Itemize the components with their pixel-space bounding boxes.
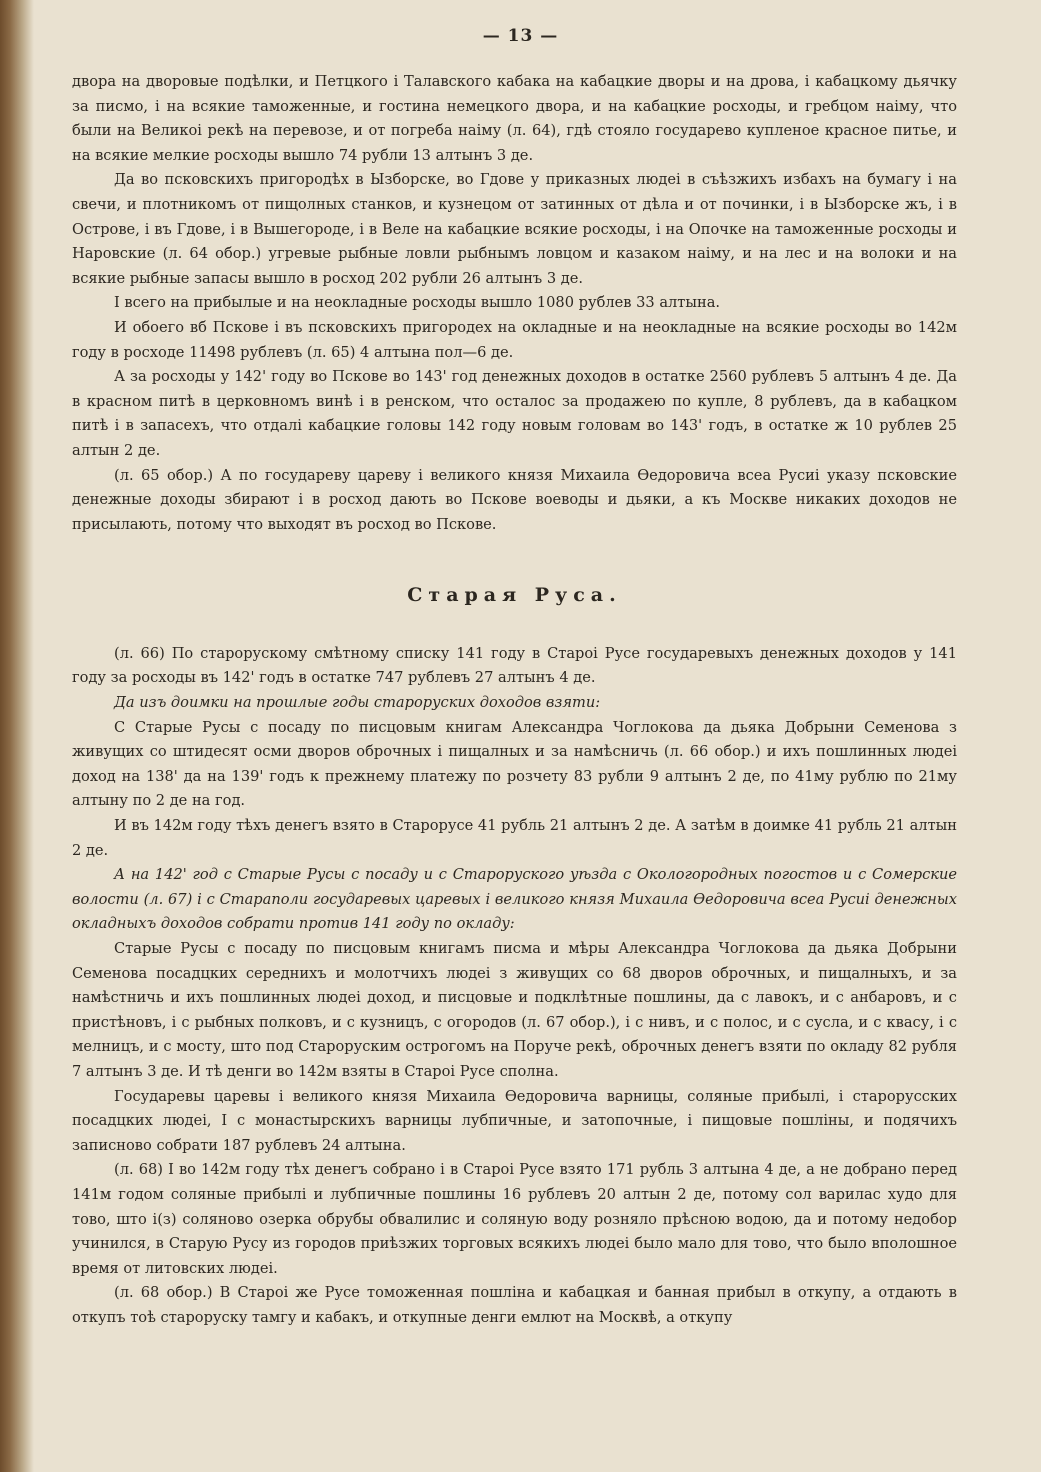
- book-spine-shadow: [0, 0, 34, 1472]
- italic-subheading: Да изъ доимки на прошлые годы староруских доходов взяти:: [114, 694, 601, 712]
- paragraph: Старые Русы с посаду по писцовым книгамъ писма и мѣры Александра Чоглокова да дьяка Добрыни Семенова посадцких середнихъ и молотчихъ людеі з живущих со 68 дворов оброчных, и пищалныхъ, и за намѣстничь и ихъ пошлинных людеі доход, и писцовые и подклѣтные пошлины, да с лавокъ, и с анбаровъ, и с пристѣновъ, і с рыбных полковъ, и с кузницъ, с огородов (л. 67 обор.), і с нивъ, и с полос, и с сусла, и с квасу, і с мелницъ, и с мосту, што под Староруским острогомъ на Поруче рекѣ, оброчных денегъ взяти по окладу 82 рубля 7 алтынъ 3 де. И тѣ денги во 142м взяты в Староі Русе сполна.: [72, 940, 957, 1080]
- paragraph: И обоего вб Пскове і въ псковскихъ пригородех на окладные и на неокладные на всякие росходы во 142м году в росходе 11498 рублевъ (л. 65) 4 алтына пол—6 де.: [72, 318, 957, 361]
- paragraph: (л. 68) І во 142м году тѣх денегъ собрано і в Староі Русе взято 171 рубль 3 алтына 4 де, а не добрано перед 141м годом соляные прибылі и лубпичные пошлины 16 рублевъ 20 алтын 2 де, потому сол варилас худо для тово, што і(з) соляново озерка обрубы обвалилис и соляную воду розняло прѣсною водою, да и потому недобор учинился, в Старую Русу из городов приѣзжих торговых всякихъ людеі было мало для тово, что было вполошное время от литовских людеі.: [72, 1161, 957, 1277]
- paragraph: С Старые Русы с посаду по писцовым книгам Александра Чоглокова да дьяка Добрыни Семенова з живущих со штидесят осми дворов оброчных і пищалных и за намѣсничь (л. 66 обор.) и ихъ пошлинных людеі доход на 138' да на 139' годъ к прежнему платежу по розчету 83 рубли 9 алтынъ 2 де, по 41му рублю по 21му алтыну по 2 де на год.: [72, 718, 957, 810]
- page-text: [72, 70, 957, 1331]
- section-heading: Старая Руса.: [407, 584, 622, 607]
- page-number: — 13 —: [482, 26, 559, 46]
- paragraph: (л. 68 обор.) В Староі же Русе томоженная пошлiна и кабацкая и банная прибыл в откупу, а отдають в откупъ тоѣ староруску тамгу и кабакъ, и откупные денги емлют на Москвѣ, а откупу: [72, 1284, 957, 1326]
- paragraph: Государевы царевы і великого князя Михаила Ѳедоровича варницы, соляные прибылі, і старорусских посадцких людеі, І с монастырскихъ варницы лубпичные, и затопочные, і пищовые пошлiны, и подячихъ записново собрати 187 рублевъ 24 алтына.: [72, 1087, 957, 1154]
- paragraph: (л. 65 обор.) А по государеву цареву і великого князя Михаила Ѳедоровича всеа Русиі указу псковские денежные доходы збирают і в росход дають во Пскове воеводы и дьяки, а къ Москве никаких доходов не присылають, потому что выходят въ росход во Пскове.: [72, 466, 957, 533]
- italic-subheading: А на 142' год с Старые Русы с посаду и с Староруского уѣзда с Окологородных погостов и с Сомерские волости (л. 67) і с Стараполи государевых царевых і великого князя Михаила Ѳедоровича всеа Русиі денежных окладныхъ доходов собрати против 141 году по окладу:: [72, 866, 957, 933]
- paragraph: А за росходы у 142' году во Пскове во 143' год денежных доходов в остатке 2560 рублевъ 5 алтынъ 4 де. Да в красном питѣ в церковномъ винѣ і в ренском, что осталос за продажею по купле, 8 рублевъ, да в кабацком питѣ і в запасехъ, что отдалі кабацкие головы 142 году новым головам во 143' годъ, в остатке ж 10 рублев 25 алтын 2 де.: [72, 368, 957, 459]
- paragraph: Да во псковскихъ пригородѣх в Ызборске, во Гдове у приказных людеі в съѣзжихъ избахъ на бумагу і на свечи, и плотникомъ от пищолных станков, и кузнецом от затинных от дѣла и от починки, і в Ызборске жъ, і в Острове, і въ Гдове, і в Вышегороде, і в Веле на кабацкие всякие росходы, і на Опочке на таможенные росходы и Наровские (л. 64 обор.) угревые рыбные ловли рыбнымъ ловцом и казаком наіму, и на лес и на волоки и на всякие рыбные запасы вышло в росход 202 рубли 26 алтынъ 3 де.: [72, 171, 957, 287]
- paragraph: И въ 142м году тѣхъ денегъ взято в Старорусе 41 рубль 21 алтынъ 2 де. А затѣм в доимке 41 рубль 21 алтын 2 де.: [72, 817, 957, 859]
- paragraph: (л. 66) По старорускому смѣтному списку 141 году в Староі Русе государевыхъ денежных доходов у 141 году за росходы въ 142' годъ в остатке 747 рублевъ 27 алтынъ 4 де.: [72, 644, 957, 687]
- paragraph: І всего на прибылые и на неокладные росходы вышло 1080 рублев 33 алтына.: [114, 294, 721, 312]
- paragraph: двора на дворовые подѣлки, и Петцкого і Талавского кабака на кабацкие дворы и на дрова, і кабацкому дьячку за писмо, і на всякие таможенные, и гостина немецкого двора, и на кабацкие росходы, и гребцом наіму, что были на Великоі рекѣ на перевозе, и от погреба наіму (л. 64), гдѣ стояло государево купленое красное питье, и на всякие мелкие росходы вышло 74 рубли 13 алтынъ 3 де.: [72, 73, 957, 164]
